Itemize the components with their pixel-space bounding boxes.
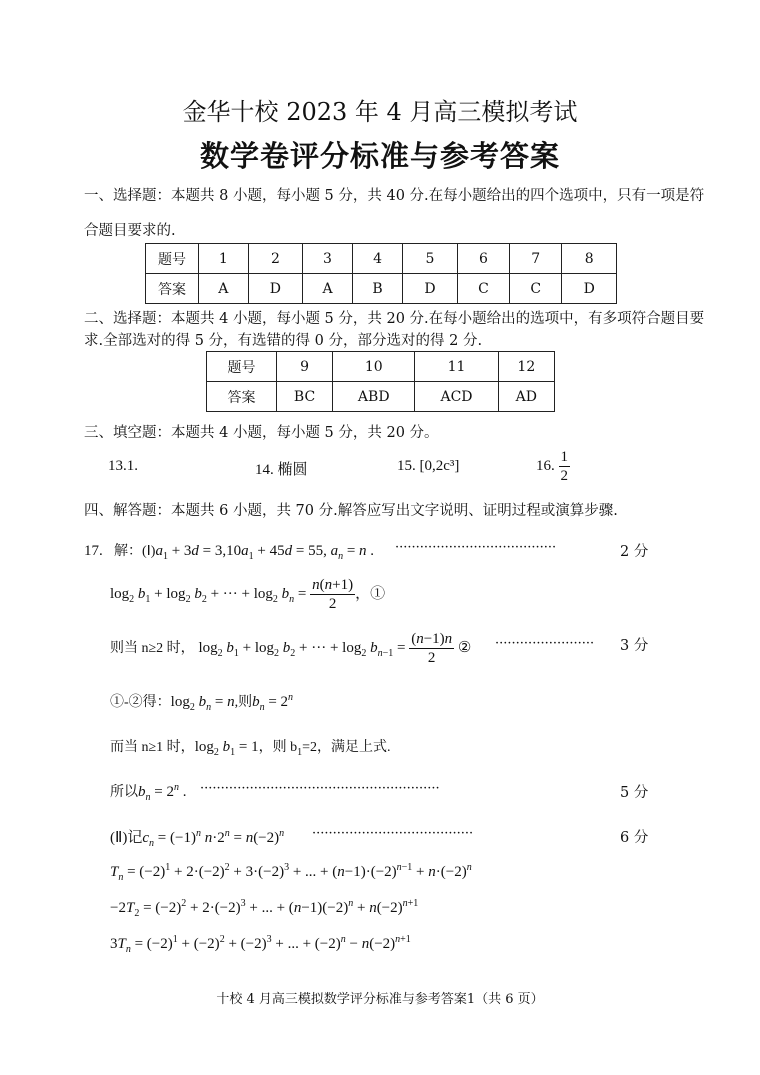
score-mark: 6 分 [620,830,649,846]
item-label: 16. [536,457,555,474]
fill-answer-15 [397,458,459,475]
table-row [207,382,555,412]
table-cell: A [303,274,353,304]
table-cell: 5 [403,244,458,274]
fill-answer-14 [255,458,308,479]
choice-answer-table-2 [206,351,555,412]
choice-answer-table-1 [145,243,617,304]
q17-line3: 则当 n≥2 时， $\log_2 b_1 + \log_2 b_2$ + ··· + $\log_2 b_{n-1}$ = $\frac{(n-1)n}{2}$ ② [110,631,472,666]
section2-line2: 求.全部选对的得 5 分，有选错的得 0 分，部分选对的得 2 分. [84,333,483,349]
table-cell: D [248,274,303,304]
row-label: 题号 [207,352,277,382]
row-label: 题号 [146,244,199,274]
page-subtitle: 数学卷评分标准与参考答案 [199,139,560,173]
leader-dots: ······································· [395,540,557,555]
table-cell: D [562,274,617,304]
fill-answer-16 [536,448,570,485]
table-cell: 11 [415,352,498,382]
row-label: 答案 [146,274,199,304]
score-mark: 5 分 [620,785,649,801]
section4-heading: 四、解答题：本题共 6 小题，共 70 分.解答应写出文字说明、证明过程或演算步骤. [84,503,618,519]
leader-dots: ······································· [312,826,474,841]
item-value: 椭圆 [277,462,308,478]
table-cell: 7 [510,244,562,274]
table-cell: A [199,274,249,304]
table-row [146,274,617,304]
table-cell: BC [277,382,333,412]
table-cell: 8 [562,244,617,274]
table-cell: 10 [333,352,415,382]
item-value: 1. [126,458,138,474]
q17-line10: $3T_n = (-2)^1 + (-2)^2 + (-2)^3$ + ... + $(-2)^n - n(-2)^{n+1}$ [110,934,411,955]
item-label: 15. [397,458,416,474]
item-label: 13. [108,458,127,474]
page-footer: 十校 4 月高三模拟数学评分标准与参考答案1（共 6 页） [216,992,544,1007]
q17-line7: (Ⅱ)记$c_n = (-1)^n$ $n\cdot 2^n = n(-2)^n$ [110,828,285,849]
table-cell: C [510,274,562,304]
table-cell: ACD [415,382,498,412]
table-row [207,352,555,382]
table-cell: 2 [248,244,303,274]
table-cell: 3 [303,244,353,274]
table-cell: 6 [457,244,509,274]
table-cell: 12 [498,352,554,382]
leader-dots: ························ [495,636,595,651]
q17-line6: 所以$b_n = 2^n$ . [110,782,187,803]
score-mark: 3 分 [620,638,649,654]
q17-line1: 17. 解：$(Ⅰ)a_1 + 3d = 3,10a_1 + 45d = 55$, $a_n = n$ . [84,543,375,562]
table-row [146,244,617,274]
q17-line5: 而当 n≥1 时，$\log_2 b_1 = 1$，则 $b_1=2$，满足上式. [110,739,391,758]
item-label: 14. [255,462,274,478]
table-cell: 9 [277,352,333,382]
q17-line8: $T_n = (-2)^1 + 2\cdot(-2)^2 + 3\cdot(-2)^3$ + ... + $(n-1)\cdot(-2)^{n-1} + n\cdot(-2)^n$ [110,862,472,883]
table-cell: 4 [352,244,402,274]
table-cell: D [403,274,458,304]
section1-line2: 合题目要求的. [84,223,176,239]
q17-line4: ①-②得：$\log_2 b_n = n$,则$b_n = 2^n$ [110,692,294,713]
q17-line9: $-2T_2 = (-2)^2 + 2\cdot(-2)^3$ + ... + $(n-1)(-2)^n + n(-2)^{n+1}$ [110,898,419,919]
section1-line1: 一、选择题：本题共 8 小题，每小题 5 分，共 40 分.在每小题给出的四个选项中，只有一项是符 [84,188,705,204]
item-value: [0,2c³] [419,458,460,474]
table-cell: AD [498,382,554,412]
page-title: 金华十校 2023 年 4 月高三模拟考试 [182,98,578,126]
fraction: $\frac{1}{2}$ [560,449,568,484]
leader-dots: ·························································· [200,781,440,796]
score-mark: 2 分 [620,544,649,560]
table-cell: C [457,274,509,304]
table-cell: ABD [333,382,415,412]
table-cell: 1 [199,244,249,274]
section2-line1: 二、选择题：本题共 4 小题，每小题 5 分，共 20 分.在每小题给出的选项中，有多项符合题目要 [84,311,705,327]
table-cell: B [352,274,402,304]
row-label: 答案 [207,382,277,412]
q17-line2: $\log_2 b_1 + \log_2 b_2$ + ··· + $\log_2 b_n$ = $\frac{n(n+1)}{2}$ ，① [110,577,386,612]
fill-answer-13 [108,458,138,475]
section3-heading: 三、填空题：本题共 4 小题，每小题 5 分，共 20 分。 [84,425,439,441]
